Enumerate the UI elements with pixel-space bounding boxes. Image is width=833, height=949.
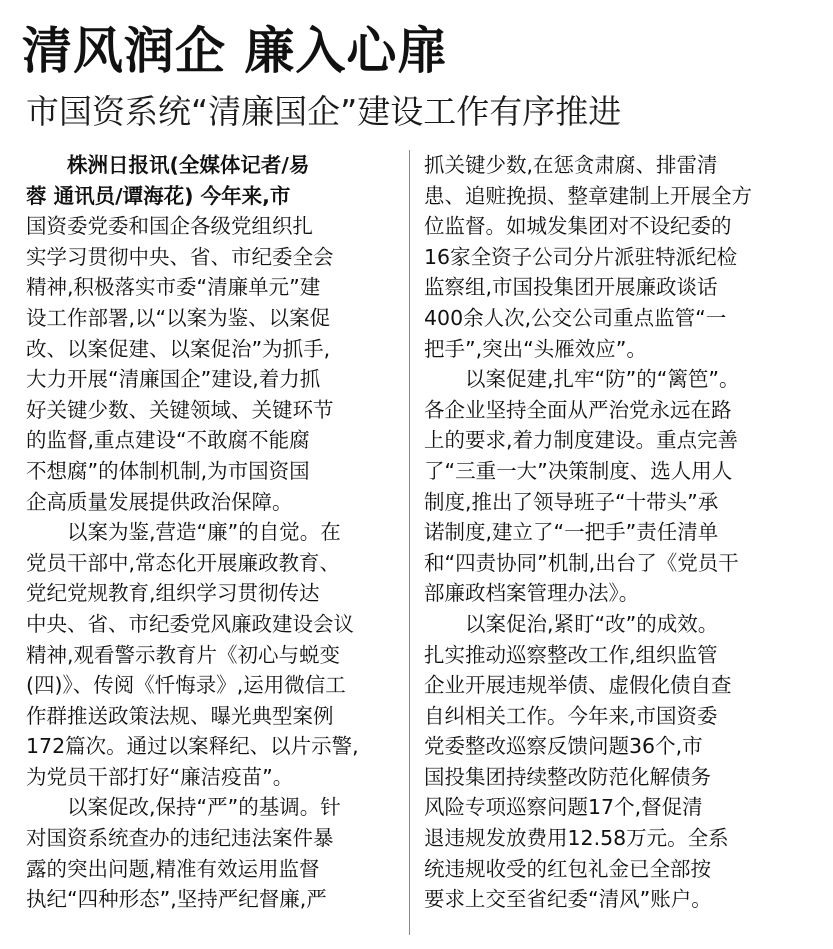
left-line-22: 以案促改,保持“严”的基调。针	[67, 795, 341, 820]
left-line-14: 党员干部中,常态化开展廉政教育、	[26, 550, 341, 575]
left-line-25: 执纪“四种形态”,坚持严纪督廉,严	[26, 887, 327, 912]
right-line-14: 和“四责协同”机制,出台了《党员干	[424, 550, 739, 575]
left-line-5: 精神,积极落实市委“清廉单元”建	[26, 275, 321, 300]
left-line-23: 对国资系统查办的违纪违法案件暴	[26, 826, 334, 851]
right-column	[424, 150, 782, 915]
left-line-12: 企高质量发展提供政治保障。	[26, 489, 293, 514]
right-line-13: 诺制度,建立了“一把手”责任清单	[424, 520, 719, 545]
right-line-15: 部廉政档案管理办法》。	[424, 581, 640, 606]
left-line-1: 株洲日报讯(全媒体记者/易	[67, 153, 310, 177]
right-line-8: 以案促建,扎牢“防”的“篱笆”。	[465, 367, 740, 392]
right-line-16: 以案促治,紧盯“改”的成效。	[465, 611, 719, 636]
left-line-20: 172篇次。通过以案释纪、以片示警,	[26, 734, 359, 759]
article-subheadline: 市国资系统“清廉国企”建设工作有序推进	[26, 92, 622, 131]
left-line-11: 不想腐”的体制机制,为市国资国	[26, 458, 310, 483]
left-line-17: 精神,观看警示教育片《初心与蜕变	[26, 642, 341, 667]
left-line-21: 为党员干部打好“廉洁疫苗”。	[26, 764, 294, 789]
left-line-24: 露的突出问题,精准有效运用监督	[26, 856, 320, 881]
right-line-22: 风险专项巡察问题17个,督促清	[424, 795, 703, 820]
right-line-11: 了“三重一大”决策制度、选人用人	[424, 458, 733, 483]
left-line-7: 改、以案促建、以案促治”为抓手,	[26, 336, 331, 361]
right-line-5: 监察组,市国投集团开展廉政谈话	[424, 275, 718, 300]
left-line-16: 中央、省、市纪委党风廉政建设会议	[26, 611, 354, 636]
right-line-12: 制度,推出了领导班子“十带头”承	[424, 489, 719, 514]
right-line-3: 位监督。如城发集团对不设纪委的	[424, 214, 732, 239]
right-line-19: 自纠相关工作。今年来,市国资委	[424, 703, 718, 728]
right-line-1: 抓关键少数,在惩贪肃腐、排雷清	[424, 153, 718, 177]
article-headline: 清风润企 廉入心扉	[22, 21, 449, 80]
left-line-4: 实学习贯彻中央、省、市纪委全会	[26, 244, 334, 269]
right-line-7: 把手”,突出“头雁效应”。	[424, 336, 647, 361]
right-line-6: 400余人次,公交公司重点监管“一	[424, 305, 727, 330]
right-line-21: 国投集团持续整改防范化解债务	[424, 764, 711, 789]
right-line-20: 党委整改巡察反馈问题36个,市	[424, 734, 703, 759]
left-line-10: 的监督,重点建设“不敢腐不能腐	[26, 428, 310, 453]
right-line-24: 统违规收受的红包礼金已全部按	[424, 856, 711, 881]
right-line-4: 16家全资子公司分片派驻特派纪检	[424, 244, 738, 269]
right-line-18: 企业开展违规举债、虚假化债自查	[424, 673, 732, 698]
right-line-2: 患、追赃挽损、整章建制上开展全方	[424, 183, 752, 208]
right-line-10: 上的要求,着力制度建设。重点完善	[424, 428, 739, 453]
left-line-2: 蓉 通讯员/谭海花) 今年来,市	[26, 183, 291, 208]
right-line-25: 要求上交至省纪委“清风”账户。	[424, 887, 712, 912]
left-line-6: 设工作部署,以“以案为鉴、以案促	[26, 305, 331, 330]
right-line-17: 扎实推动巡察整改工作,组织监管	[424, 642, 718, 667]
left-line-18: (四)》、传阅《忏悔录》,运用微信工	[26, 673, 346, 698]
left-column	[26, 150, 384, 915]
left-line-13: 以案为鉴,营造“廉”的自觉。在	[67, 520, 341, 545]
left-line-19: 作群推送政策法规、曝光典型案例	[26, 703, 334, 728]
column-divider	[409, 150, 410, 935]
right-line-9: 各企业坚持全面从严治党永远在路	[424, 397, 732, 422]
left-line-15: 党纪党规教育,组织学习贯彻传达	[26, 581, 320, 606]
right-line-23: 退违规发放费用12.58万元。全系	[424, 826, 729, 851]
left-line-9: 好关键少数、关键领域、关键环节	[26, 397, 334, 422]
left-line-3: 国资委党委和国企各级党组织扎	[26, 214, 313, 239]
left-line-8: 大力开展“清廉国企”建设,着力抓	[26, 367, 321, 392]
